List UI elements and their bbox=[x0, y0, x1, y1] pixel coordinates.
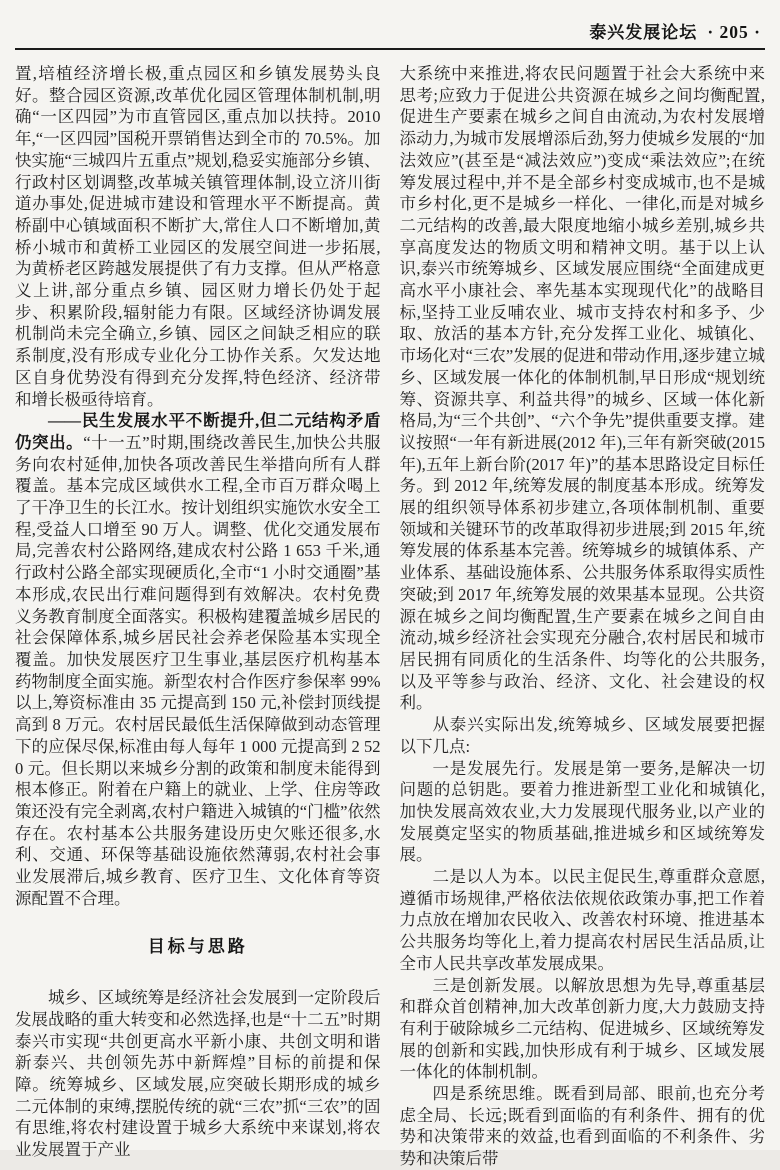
paragraph-point-3: 三是创新发展。以解放思想为先导,尊重基层和群众首创精神,加大改革创新力度,大力鼓励支持有利于破除城乡二元结构、促进城乡、区域统筹发展的创新和实践,加快形成有利于城乡、区域发展一体化的体制机制。 bbox=[399, 975, 765, 1082]
two-column-body bbox=[15, 63, 765, 1170]
paragraph-point-2: 二是以人为本。以民主促民生,尊重群众意愿,遵循市场规律,严格依法依规依政策办事,把工作着力点放在增加农民收入、改善农村环境、推进基本公共服务均等化上,着力提高农村居民生活品质,让全市人民共享改革发展成果。 bbox=[399, 867, 765, 973]
header-rule bbox=[15, 48, 765, 50]
paragraph-continuation: 置,培植经济增长极,重点园区和乡镇发展势头良好。整合园区资源,改革优化园区管理体制机制,明确“一区四园”为市直管园区,重点加以扶持。2010 年,“一区四园”国税开票销售达到全市的 70.5%。加快实施“三城四片五重点”规划,稳妥实施部分乡镇、行政村区划调整,改革城关镇管理体制,设立济川街道办事处,促进城市建设和管理水平不断提高。黄桥副中心镇域面积不断扩大,常住人口不断增加,黄桥小城市和黄桥工业园区的发展空间进一步拓展,为黄桥老区跨越发展提供了有力支撑。但从严格意义上讲,部分重点乡镇、园区财力增长仍处于起步、积累阶段,辐射能力有限。区域经济协调发展机制尚未完全确立,乡镇、园区之间缺乏相应的联系制度,没有形成专业化分工协作关系。欠发达地区自身优势没有得到充分发挥,特色经济、经济带和增长极亟待培育。 bbox=[15, 64, 381, 409]
paragraph-minsheng: ——民生发展水平不断提升,但二元结构矛盾仍突出。“十一五”时期,围绕改善民生,加快公共服务向农村延伸,加快各项改善民生举措向所有人群覆盖。基本完成区域供水工程,全市百万群众喝上了干净卫生的长江水。按计划组织实施饮水安全工程,受益人口增至 90 万人。调整、优化交通发展布局,完善农村公路网络,建成农村公路 1 653 千米,通行政村公路全部实现硬质化,全市“1 小时交通圈”基本形成,农民出行难问题得到有效解决。农村免费义务教育制度全面落实。积极构建覆盖城乡居民的社会保障体系,城乡居民社会养老保险基本实现全覆盖。加快发展医疗卫生事业,基层医疗机构基本药物制度全面实施。新型农村合作医疗参保率 99%以上,筹资标准由 35 元提高到 150 元,补偿封顶线提高到 8 万元。农村居民最低生活保障做到动态管理下的应保尽保,标准由每人每年 1 000 元提高到 2 520 元。但长期以来城乡分割的政策和制度未能得到根本修正。附着在户籍上的就业、上学、住房等政策还没有完全剥离,农村户籍进入城镇的“门槛”依然存在。农村基本公共服务建设历史欠账还很多,水利、交通、环保等基础设施依然薄弱,农村社会事业发展滞后,城乡教育、医疗卫生、文化体育等资源配置不合理。 bbox=[15, 411, 381, 908]
page-number: · 205 · bbox=[707, 22, 761, 42]
page-header bbox=[15, 18, 765, 43]
paragraph-goals-intro: 城乡、区域统筹是经济社会发展到一定阶段后发展战略的重大转变和必然选择,也是“十二五”时期泰兴市实现“共创更高水平新小康、共创文明和谐新泰兴、共创领先苏中新辉煌”目标的前提和保障。统筹城乡、区域发展,应突破长期形成的城乡二元体制的束缚,摆脱传统的就“三农”抓“三农”的固有思维,将农村建设置于城乡大系统中来谋划,将农业发展置于产业 bbox=[15, 988, 381, 1160]
right-column bbox=[400, 63, 766, 1170]
journal-title: 泰兴发展论坛 bbox=[589, 23, 698, 42]
paragraph-point-4: 四是系统思维。既看到局部、眼前,也充分考虑全局、长远;既看到面临的有利条件、拥有的优势和决策带来的效益,也看到面临的不利条件、劣势和决策后带 bbox=[399, 1084, 765, 1169]
paragraph-point-1: 一是发展先行。发展是第一要务,是解决一切问题的总钥匙。要着力推进新型工业化和城镇化,加快发展高效农业,大力发展现代服务业,以产业的发展奠定坚实的物质基础,推进城乡和区域统筹发展。 bbox=[399, 758, 765, 865]
left-column bbox=[15, 63, 381, 1170]
paragraph-continuation: 大系统中来推进,将农民问题置于社会大系统中来思考;应致力于促进公共资源在城乡之间均衡配置,促进生产要素在城乡之间自由流动,为农村发展增添动力,为城市发展增添后劲,努力使城乡发展的“加法效应”(甚至是“减法效应”)变成“乘法效应”;在统筹发展过程中,并不是全部乡村变成城市,也不是城市乡村化,更不是城乡一样化、一律化,而是对城乡二元结构的改善,最大限度地缩小城乡差别,城乡共享高度发达的物质文明和精神文明。基于以上认识,泰兴市统筹城乡、区域发展应围绕“全面建成更高水平小康社会、率先基本实现现代化”的战略目标,坚持工业反哺农业、城市支持农村和多予、少取、放活的基本方针,充分发挥工业化、城镇化、市场化对“三农”发展的促进和带动作用,逐步建立城乡、区域发展一体化的体制机制,早日形成“规划统筹、资源共享、利益共得”的城乡、区域一体化新格局,为“三个共创”、“六个争先”提供重要支撑。建议按照“一年有新进展(2012 年),三年有新突破(2015 年),五年上新台阶(2017 年)”的基本思路设定目标任务。到 2012 年,统筹发展的制度基本形成。统筹发展的组织领导体系初步建立,各项体制机制、重要领域和关键环节的改革取得初步进展;到 2015 年,统筹发展的体系基本完善。统筹城乡的城镇体系、产业体系、基础设施体系、公共服务体系取得实质性突破;到 2017 年,统筹发展的效果基本显现。公共资源在城乡之间均衡配置,生产要素在城乡之间自由流动,城乡经济社会实现充分融合,农村居民和城市居民拥有同质化的生活条件、均等化的公共服务,以及平等参与政治、经济、文化、社会建设的权利。 bbox=[399, 64, 765, 713]
paragraph-bold-lead: ——民生发展水平不断提升,但二元结构矛盾仍突出。 bbox=[15, 411, 381, 452]
paragraph-key-points-intro: 从泰兴实际出发,统筹城乡、区域发展要把握以下几点: bbox=[399, 715, 765, 756]
section-heading: 目标与思路 bbox=[147, 937, 248, 957]
